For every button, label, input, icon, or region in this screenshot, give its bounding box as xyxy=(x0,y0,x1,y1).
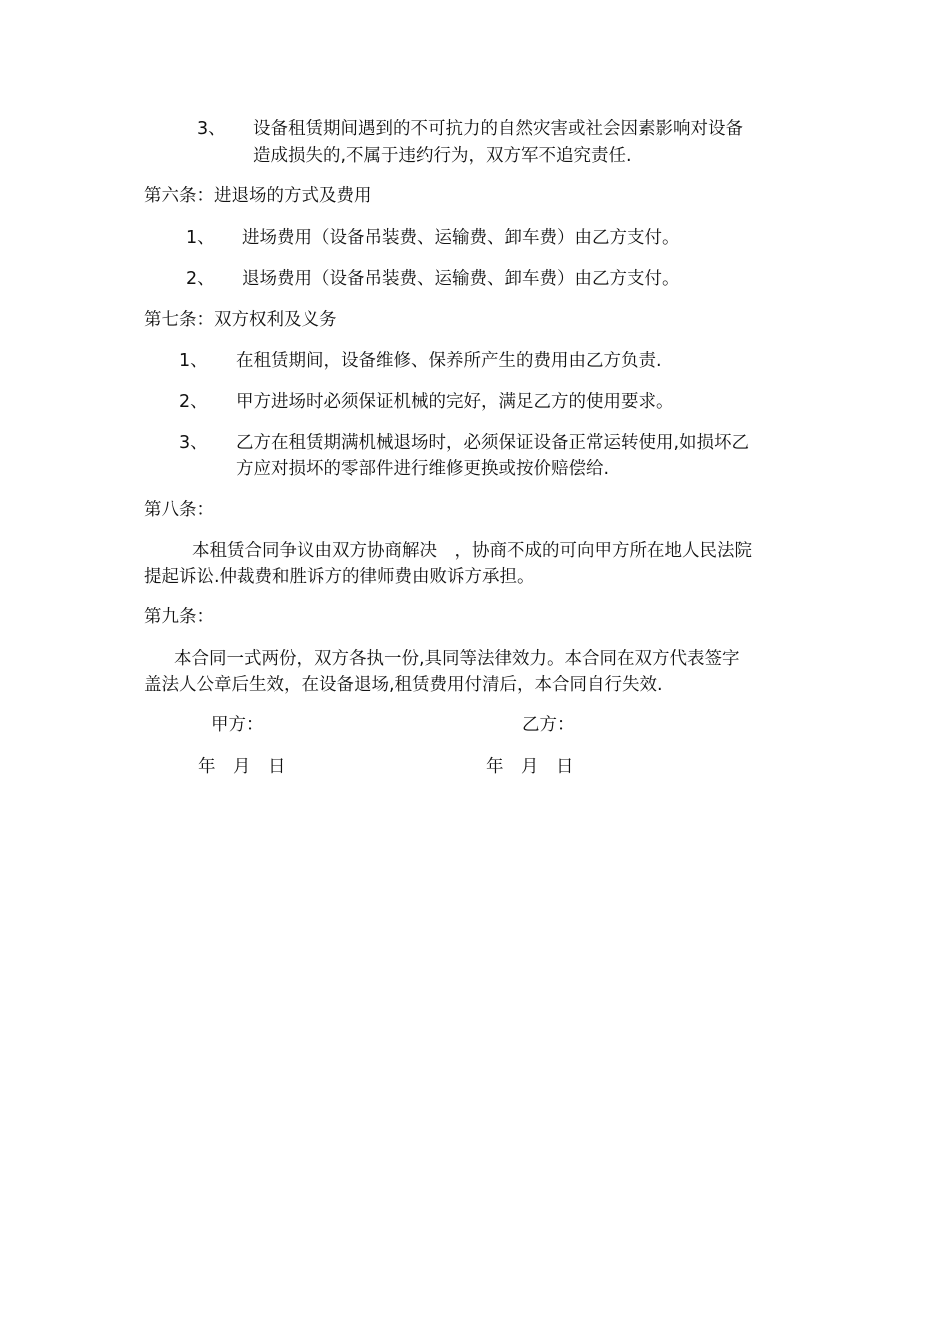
article-heading: 第八条： xyxy=(144,500,214,520)
clause-text: 在租赁期间，设备维修、保养所产生的费用由乙方负责. xyxy=(236,351,662,371)
clause-text: 设备租赁期间遇到的不可抗力的自然灾害或社会因素影响对设备 xyxy=(253,119,743,139)
item-number: 3、 xyxy=(197,119,226,139)
paragraph-text: 本合同一式两份，双方各执一份,具同等法律效力。本合同在双方代表签字 xyxy=(174,649,740,669)
article-heading: 第七条：双方权利及义务 xyxy=(144,310,337,330)
item-number: 1、 xyxy=(186,228,215,248)
party-a-label: 甲方： xyxy=(211,715,264,735)
clause-text: 退场费用（设备吊装费、运输费、卸车费）由乙方支付。 xyxy=(242,269,680,289)
item-number: 2、 xyxy=(186,269,215,289)
paragraph-text: 提起诉讼.仲裁费和胜诉方的律师费由败诉方承担。 xyxy=(144,567,535,587)
clause-text: 造成损失的,不属于违约行为，双方军不追究责任. xyxy=(253,146,632,166)
item-number: 2、 xyxy=(179,392,208,412)
clause-text: 进场费用（设备吊装费、运输费、卸车费）由乙方支付。 xyxy=(242,228,680,248)
party-b-date: 年 月 日 xyxy=(486,757,574,777)
paragraph-text: 本租赁合同争议由双方协商解决 ，协商不成的可向甲方所在地人民法院 xyxy=(192,541,752,561)
clause-text: 乙方在租赁期满机械退场时，必须保证设备正常运转使用,如损坏乙 xyxy=(236,433,750,453)
item-number: 3、 xyxy=(179,433,208,453)
clause-text: 甲方进场时必须保证机械的完好，满足乙方的使用要求。 xyxy=(236,392,674,412)
item-number: 1、 xyxy=(179,351,208,371)
article-heading: 第九条： xyxy=(144,607,214,627)
party-b-label: 乙方： xyxy=(522,715,575,735)
clause-text: 方应对损坏的零部件进行维修更换或按价赔偿给. xyxy=(236,459,610,479)
paragraph-text: 盖法人公章后生效，在设备退场,租赁费用付清后，本合同自行失效. xyxy=(144,675,663,695)
party-a-date: 年 月 日 xyxy=(198,757,286,777)
article-heading: 第六条：进退场的方式及费用 xyxy=(144,186,372,206)
